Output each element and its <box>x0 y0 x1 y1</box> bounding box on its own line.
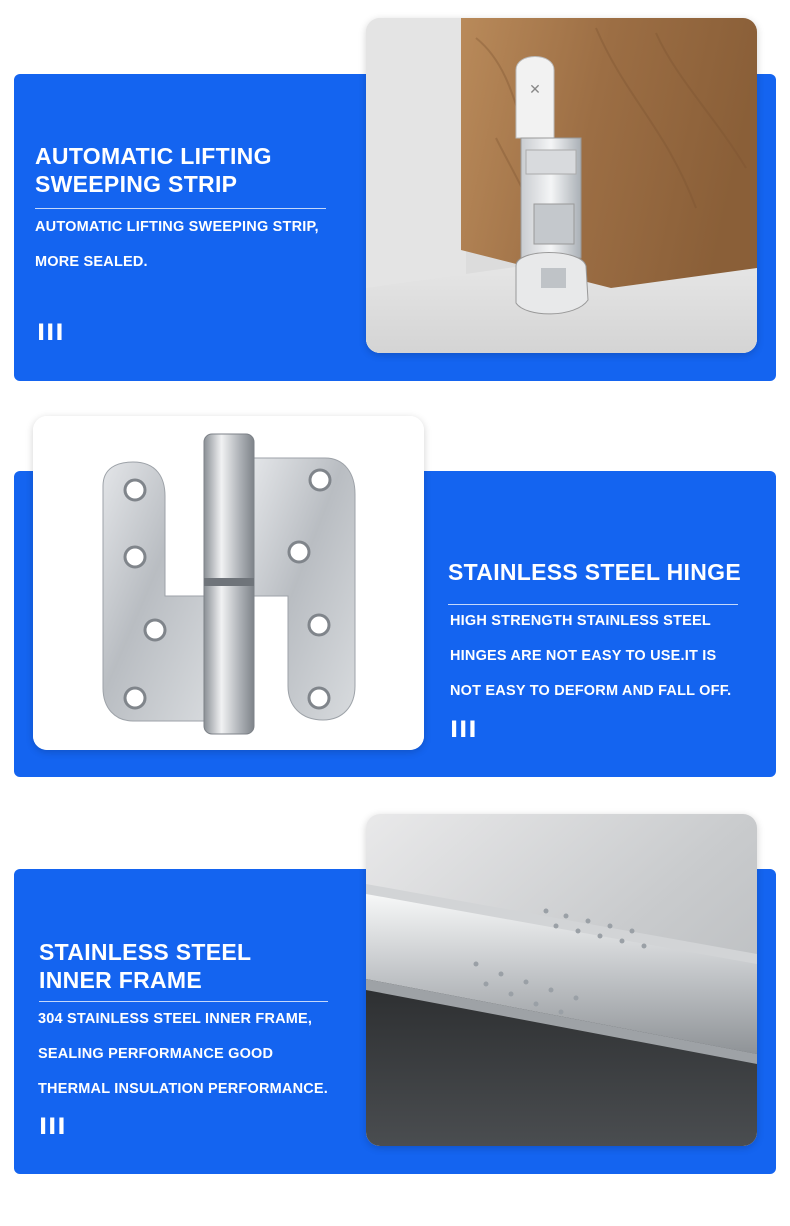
description-line: NOT EASY TO DEFORM AND FALL OFF. <box>450 683 732 699</box>
roman-three-icon: III <box>37 321 65 346</box>
section-description-sweeping-strip <box>35 210 319 280</box>
description-line: SEALING PERFORMANCE GOOD <box>38 1046 274 1062</box>
roman-three-icon: III <box>39 1115 67 1140</box>
door-bottom-sweeping-strip-photo <box>366 18 757 353</box>
title-line: INNER FRAME <box>39 967 203 993</box>
title-line: SWEEPING STRIP <box>35 171 238 197</box>
section-title-sweeping-strip <box>35 142 345 198</box>
description-line: AUTOMATIC LIFTING SWEEPING STRIP, <box>35 219 319 235</box>
title-line: AUTOMATIC LIFTING <box>35 143 272 169</box>
description-line: HINGES ARE NOT EASY TO USE.IT IS <box>450 648 717 664</box>
svg-text:✕: ✕ <box>529 82 541 98</box>
title-line: STAINLESS STEEL HINGE <box>448 559 741 585</box>
stainless-steel-inner-frame-photo <box>366 814 757 1146</box>
description-line: MORE SEALED. <box>35 254 148 270</box>
description-line: HIGH STRENGTH STAINLESS STEEL <box>450 613 711 629</box>
section-title-hinge <box>448 558 768 586</box>
section-description-inner-frame <box>38 1002 328 1107</box>
section-title-inner-frame <box>39 938 339 994</box>
description-line: 304 STAINLESS STEEL INNER FRAME, <box>38 1011 313 1027</box>
description-line: THERMAL INSULATION PERFORMANCE. <box>38 1081 329 1097</box>
section-description-hinge <box>450 604 731 709</box>
roman-three-icon: III <box>450 718 478 743</box>
stainless-steel-hinge-photo <box>33 416 424 750</box>
title-line: STAINLESS STEEL <box>39 939 252 965</box>
title-divider <box>35 208 326 209</box>
